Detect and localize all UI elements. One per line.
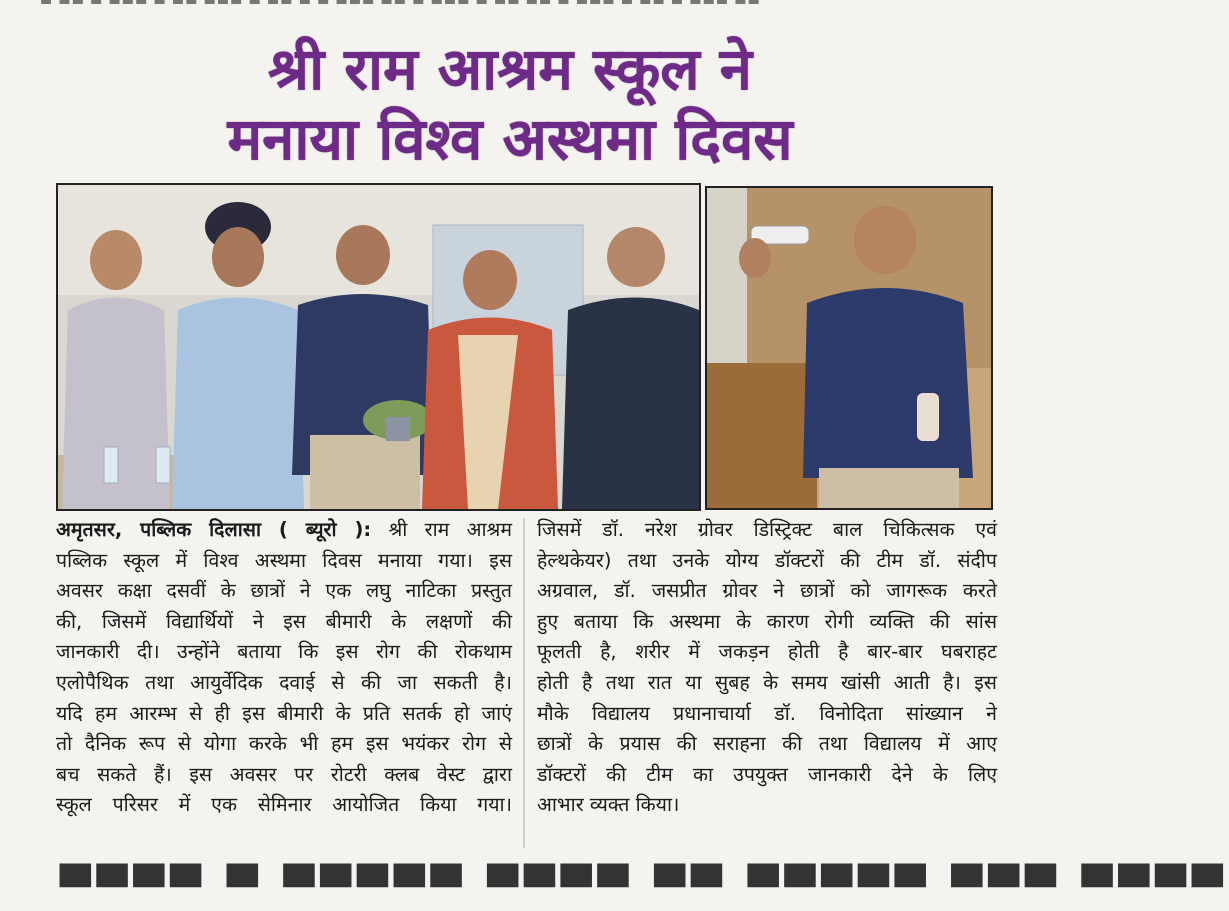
article-line: यदि हम आरम्भ से ही इस बीमारी के प्रति सतर्क हो जाएं [56, 701, 512, 725]
article-line: मौके विद्यालय प्रधानाचार्या डॉ. विनोदिता सांख्यान ने [537, 701, 997, 725]
cut-off-previous-article: ▬ ▬▬ ▬ ▬▬▬ ▬ ▬▬ ▬▬▬ ▬ ▬▬ ▬ ▬ ▬▬▬ ▬▬ ▬ ▬▬▬ ▬ ▬▬ ▬▬ ▬ ▬▬▬ ▬ ▬▬ ▬ ▬▬▬ ▬▬ [40, 0, 761, 9]
article-line: अवसर कक्षा दसवीं के छात्रों ने एक लघु नाटिका प्रस्तुत [56, 579, 512, 603]
article-line: की, जिसमें विद्यार्थियों ने इस बीमारी के लक्षणों की [56, 609, 512, 633]
article-line: स्कूल परिसर में एक सेमिनार आयोजित किया गया। [56, 793, 512, 817]
group-photo [56, 183, 701, 511]
article-line: छात्रों के प्रयास की सराहना की तथा विद्यालय में आए [537, 732, 997, 756]
article-column-left [56, 515, 512, 821]
article-first-line [56, 515, 512, 546]
article-line: अग्रवाल, डॉ. जसप्रीत ग्रोवर ने छात्रों को जागरूक करते [537, 579, 997, 603]
headline-line-1: श्री राम आश्रम स्कूल ने [268, 35, 752, 103]
article-line: आभार व्यक्त किया। [537, 793, 680, 817]
column-divider [523, 518, 525, 848]
article-line: हेल्थकेयर) तथा उनके योग्य डॉक्टरों की टीम डॉ. संदीप [537, 548, 997, 572]
article-line: एलोपैथिक तथा आयुर्वेदिक दवाई से की जा सकती है। [56, 670, 512, 694]
article-line: डॉक्टरों की टीम का उपयुक्त जानकारी देने के लिए [537, 762, 997, 786]
article-line: जिसमें डॉ. नरेश ग्रोवर डिस्ट्रिक्ट बाल चिकित्सक एवं [537, 518, 997, 541]
article-line: बच सकते हैं। इस अवसर पर रोटरी क्लब वेस्ट द्वारा [56, 762, 512, 786]
article-line: हुए बताया कि अस्थमा के कारण रोगी व्यक्ति की सांस [537, 609, 997, 633]
article-column-right [537, 515, 997, 821]
headline-line-2: मनाया विश्व अस्थमा दिवस [227, 105, 793, 173]
article-line: श्री राम आश्रम [371, 518, 512, 541]
doctor-photo [705, 186, 993, 510]
article-line: जानकारी दी। उन्होंने बताया कि इस रोग की रोकथाम [56, 640, 512, 664]
article-line: होती है तथा रात या सुबह के समय खांसी आती है। इस [537, 670, 997, 694]
article-line: तो दैनिक रूप से योगा करके भी हम इस भयंकर रोग से [56, 732, 512, 756]
article-dateline: अमृतसर, पब्लिक दिलासा ( ब्यूरो ): [56, 518, 372, 541]
cut-off-next-headline: ▀▀▀▀ ▀ ▀▀▀▀▀ ▀▀▀▀ ▀▀ ▀▀▀▀▀ ▀▀▀ ▀▀▀▀ [60, 865, 1229, 911]
article-line: पब्लिक स्कूल में विश्व अस्थमा दिवस मनाया गया। इस [56, 548, 512, 572]
article-line: फूलती है, शरीर में जकड़न होती है बार-बार घबराहट [537, 640, 997, 664]
